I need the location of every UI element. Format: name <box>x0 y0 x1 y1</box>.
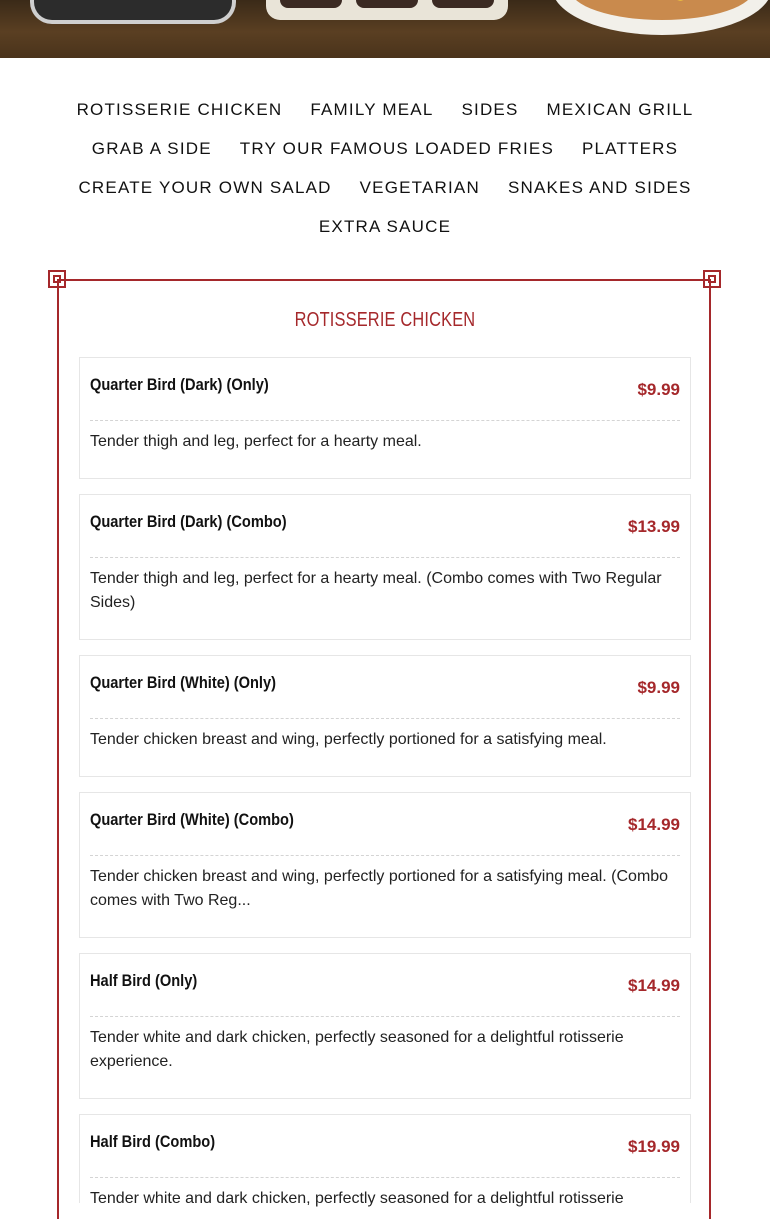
divider <box>90 1016 680 1017</box>
category-link[interactable]: MEXICAN GRILL <box>546 99 694 119</box>
menu-item[interactable] <box>79 792 691 938</box>
divider <box>90 420 680 421</box>
item-description: Tender thigh and leg, perfect for a hearty meal. (Combo comes with Two Regular Sides) <box>90 570 662 611</box>
category-link[interactable]: SNAKES AND SIDES <box>507 177 692 197</box>
item-price: $19.99 <box>628 1137 680 1156</box>
menu-item[interactable] <box>79 1114 691 1207</box>
item-description: Tender white and dark chicken, perfectly seasoned for a delightful rotisserie experience. <box>90 1029 624 1070</box>
divider <box>90 557 680 558</box>
item-price: $9.99 <box>637 380 680 399</box>
menu-item[interactable] <box>79 357 691 479</box>
item-description: Tender white and dark chicken, perfectly seasoned for a delightful rotisserie <box>90 1190 624 1207</box>
category-nav <box>0 90 770 246</box>
item-price: $14.99 <box>628 976 680 995</box>
hero-plate-image <box>30 0 236 24</box>
category-row <box>0 129 770 168</box>
item-name: Quarter Bird (Dark) (Combo) <box>90 512 287 531</box>
divider <box>90 718 680 719</box>
hero-banner-image <box>0 0 770 58</box>
frame-corner-ornament <box>703 270 721 288</box>
category-link[interactable]: SIDES <box>461 99 519 119</box>
frame-corner-ornament <box>48 270 66 288</box>
menu-item[interactable] <box>79 655 691 777</box>
divider <box>90 855 680 856</box>
category-link[interactable]: PLATTERS <box>581 138 679 158</box>
item-description: Tender chicken breast and wing, perfectly portioned for a satisfying meal. <box>90 731 607 748</box>
category-row <box>0 207 770 246</box>
item-price: $13.99 <box>628 517 680 536</box>
item-name: Quarter Bird (White) (Only) <box>90 673 277 692</box>
item-description: Tender thigh and leg, perfect for a hearty meal. <box>90 433 422 450</box>
category-link[interactable]: ROTISSERIE CHICKEN <box>76 99 283 119</box>
category-row <box>0 90 770 129</box>
item-name: Quarter Bird (Dark) (Only) <box>90 375 269 394</box>
category-link[interactable]: VEGETARIAN <box>359 177 480 197</box>
item-description: Tender chicken breast and wing, perfectly portioned for a satisfying meal. (Combo comes with Two Reg... <box>90 868 669 909</box>
item-name: Half Bird (Combo) <box>90 1132 216 1151</box>
item-name: Quarter Bird (White) (Combo) <box>90 810 294 829</box>
category-link[interactable]: TRY OUR FAMOUS LOADED FRIES <box>239 138 554 158</box>
category-link[interactable]: FAMILY MEAL <box>310 99 434 119</box>
item-price: $14.99 <box>628 815 680 834</box>
menu-item[interactable] <box>79 494 691 640</box>
category-link[interactable]: EXTRA SAUCE <box>318 216 452 236</box>
category-link[interactable]: CREATE YOUR OWN SALAD <box>78 177 332 197</box>
divider <box>90 1177 680 1178</box>
hero-tray-image <box>266 0 508 20</box>
section-title: ROTISSERIE CHICKEN <box>294 309 476 331</box>
item-name: Half Bird (Only) <box>90 971 198 990</box>
menu-item[interactable] <box>79 953 691 1099</box>
hero-salad-image <box>552 0 770 35</box>
category-row <box>0 168 770 207</box>
category-link[interactable]: GRAB A SIDE <box>91 138 212 158</box>
item-price: $9.99 <box>637 678 680 697</box>
